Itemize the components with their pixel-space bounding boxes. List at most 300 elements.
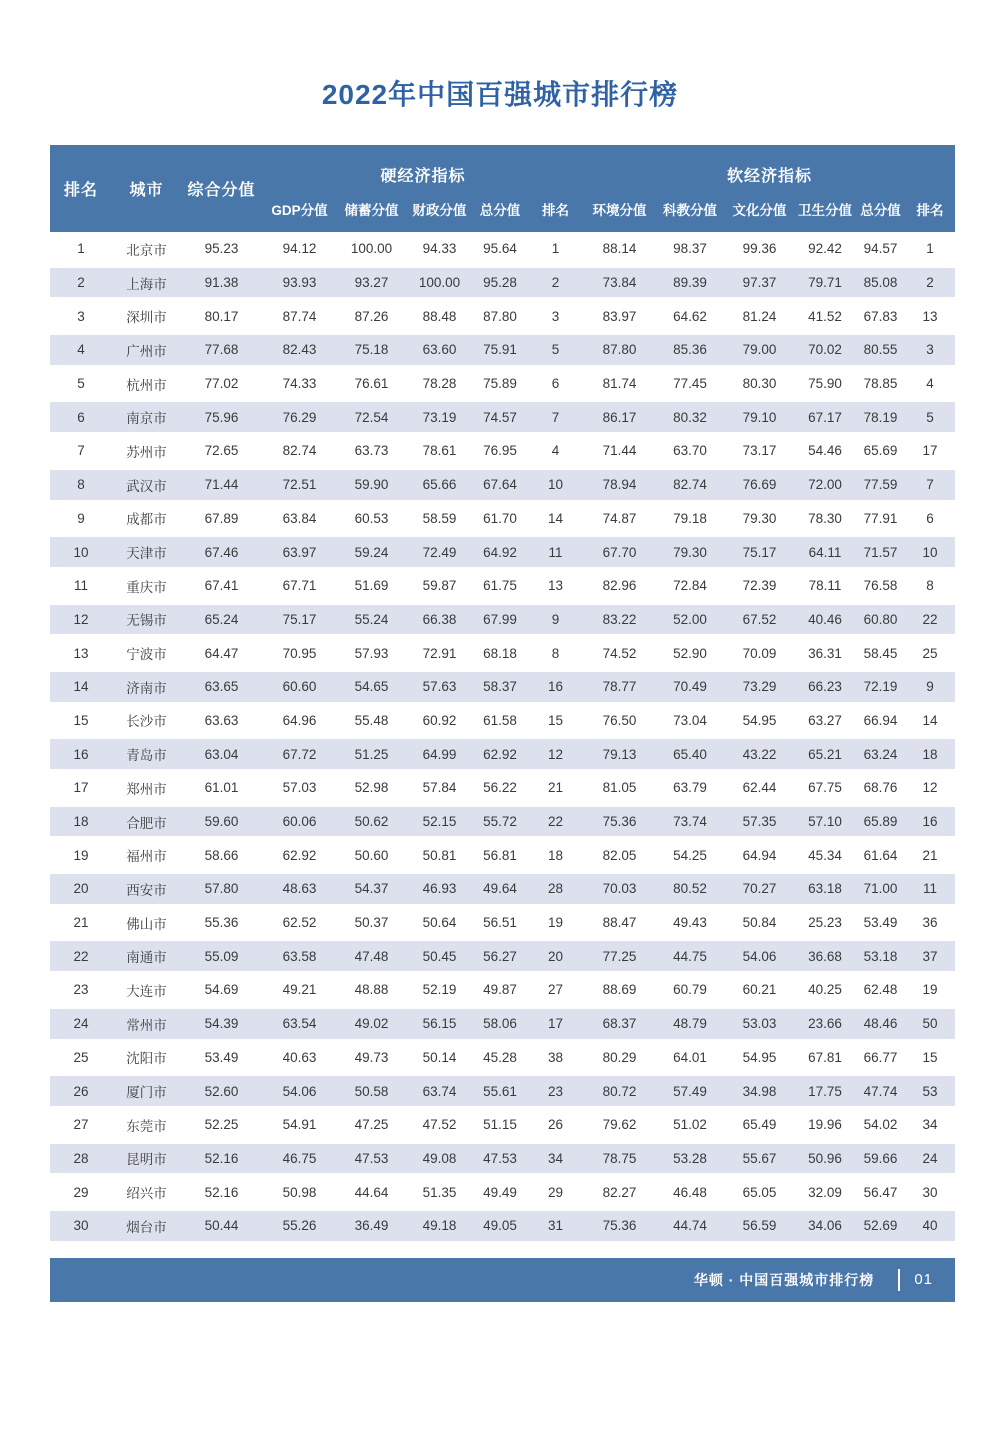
cell-city: 福州市: [112, 838, 181, 872]
cell-hard-total: 45.28: [473, 1041, 527, 1075]
cell-sci-edu-score: 82.74: [655, 468, 725, 502]
cell-hard-rank: 26: [527, 1108, 584, 1142]
cell-fiscal-score: 51.35: [406, 1175, 473, 1209]
cell-env-score: 80.72: [584, 1074, 655, 1108]
cell-hard-total: 49.05: [473, 1209, 527, 1243]
cell-culture-score: 80.30: [725, 367, 794, 401]
cell-gdp-score: 40.63: [262, 1041, 337, 1075]
cell-hard-total: 55.72: [473, 805, 527, 839]
cell-health-score: 32.09: [794, 1175, 856, 1209]
table-row: [50, 805, 955, 839]
table-row: [50, 502, 955, 536]
cell-sci-edu-score: 60.79: [655, 973, 725, 1007]
cell-health-score: 40.46: [794, 603, 856, 637]
cell-culture-score: 73.29: [725, 670, 794, 704]
cell-soft-rank: 24: [905, 1142, 955, 1176]
cell-savings-score: 50.37: [337, 906, 406, 940]
cell-culture-score: 72.39: [725, 569, 794, 603]
col-header-soft-total: 总分值: [856, 189, 905, 232]
cell-composite: 53.49: [181, 1041, 262, 1075]
cell-fiscal-score: 94.33: [406, 232, 473, 266]
cell-fiscal-score: 50.45: [406, 939, 473, 973]
cell-soft-total: 71.00: [856, 872, 905, 906]
cell-hard-rank: 19: [527, 906, 584, 940]
cell-sci-edu-score: 57.49: [655, 1074, 725, 1108]
cell-fiscal-score: 63.60: [406, 333, 473, 367]
cell-savings-score: 59.24: [337, 535, 406, 569]
cell-composite: 52.60: [181, 1074, 262, 1108]
cell-env-score: 79.13: [584, 737, 655, 771]
cell-fiscal-score: 52.15: [406, 805, 473, 839]
cell-hard-rank: 6: [527, 367, 584, 401]
cell-soft-total: 65.69: [856, 434, 905, 468]
table-row: [50, 1007, 955, 1041]
cell-city: 西安市: [112, 872, 181, 906]
cell-soft-rank: 13: [905, 299, 955, 333]
cell-rank: 3: [50, 299, 112, 333]
cell-hard-total: 58.06: [473, 1007, 527, 1041]
cell-culture-score: 81.24: [725, 299, 794, 333]
cell-sci-edu-score: 44.74: [655, 1209, 725, 1243]
cell-soft-rank: 30: [905, 1175, 955, 1209]
cell-fiscal-score: 78.28: [406, 367, 473, 401]
cell-rank: 26: [50, 1074, 112, 1108]
cell-city: 大连市: [112, 973, 181, 1007]
footer-page-number: 01: [914, 1271, 933, 1289]
cell-savings-score: 50.60: [337, 838, 406, 872]
cell-hard-rank: 5: [527, 333, 584, 367]
footer-brand: 华顿 · 中国百强城市排行榜: [693, 1271, 875, 1288]
cell-health-score: 19.96: [794, 1108, 856, 1142]
table-row: [50, 973, 955, 1007]
cell-sci-edu-score: 89.39: [655, 266, 725, 300]
cell-savings-score: 52.98: [337, 771, 406, 805]
cell-culture-score: 99.36: [725, 232, 794, 266]
cell-gdp-score: 60.60: [262, 670, 337, 704]
cell-hard-rank: 29: [527, 1175, 584, 1209]
cell-fiscal-score: 88.48: [406, 299, 473, 333]
group-header-hard-economy: 硬经济指标: [262, 145, 584, 189]
cell-savings-score: 51.25: [337, 737, 406, 771]
cell-gdp-score: 48.63: [262, 872, 337, 906]
table-row: [50, 232, 955, 266]
cell-env-score: 75.36: [584, 1209, 655, 1243]
cell-health-score: 78.11: [794, 569, 856, 603]
cell-city: 东莞市: [112, 1108, 181, 1142]
cell-health-score: 40.25: [794, 973, 856, 1007]
cell-env-score: 77.25: [584, 939, 655, 973]
cell-health-score: 66.23: [794, 670, 856, 704]
cell-fiscal-score: 72.91: [406, 636, 473, 670]
cell-composite: 67.46: [181, 535, 262, 569]
cell-sci-edu-score: 73.74: [655, 805, 725, 839]
cell-rank: 20: [50, 872, 112, 906]
cell-sci-edu-score: 77.45: [655, 367, 725, 401]
cell-health-score: 23.66: [794, 1007, 856, 1041]
cell-composite: 64.47: [181, 636, 262, 670]
cell-health-score: 65.21: [794, 737, 856, 771]
cell-hard-total: 56.22: [473, 771, 527, 805]
cell-hard-rank: 38: [527, 1041, 584, 1075]
table-row: [50, 569, 955, 603]
table-row: [50, 1175, 955, 1209]
cell-gdp-score: 54.06: [262, 1074, 337, 1108]
cell-soft-rank: 9: [905, 670, 955, 704]
cell-composite: 61.01: [181, 771, 262, 805]
cell-composite: 77.02: [181, 367, 262, 401]
table-row: [50, 1108, 955, 1142]
cell-savings-score: 54.37: [337, 872, 406, 906]
cell-city: 济南市: [112, 670, 181, 704]
cell-fiscal-score: 63.74: [406, 1074, 473, 1108]
cell-health-score: 75.90: [794, 367, 856, 401]
cell-gdp-score: 57.03: [262, 771, 337, 805]
cell-culture-score: 79.30: [725, 502, 794, 536]
cell-city: 武汉市: [112, 468, 181, 502]
cell-soft-rank: 18: [905, 737, 955, 771]
cell-composite: 65.24: [181, 603, 262, 637]
cell-rank: 28: [50, 1142, 112, 1176]
cell-soft-rank: 12: [905, 771, 955, 805]
cell-health-score: 72.00: [794, 468, 856, 502]
cell-hard-total: 87.80: [473, 299, 527, 333]
cell-health-score: 64.11: [794, 535, 856, 569]
cell-rank: 13: [50, 636, 112, 670]
cell-rank: 2: [50, 266, 112, 300]
cell-health-score: 17.75: [794, 1074, 856, 1108]
cell-city: 北京市: [112, 232, 181, 266]
cell-hard-rank: 34: [527, 1142, 584, 1176]
cell-fiscal-score: 52.19: [406, 973, 473, 1007]
cell-savings-score: 51.69: [337, 569, 406, 603]
cell-city: 苏州市: [112, 434, 181, 468]
page-title: 2022年中国百强城市排行榜: [321, 79, 679, 110]
cell-culture-score: 65.49: [725, 1108, 794, 1142]
cell-soft-total: 62.48: [856, 973, 905, 1007]
cell-city: 烟台市: [112, 1209, 181, 1243]
cell-gdp-score: 50.98: [262, 1175, 337, 1209]
col-header-health-score: 卫生分值: [794, 189, 856, 232]
cell-city: 天津市: [112, 535, 181, 569]
cell-rank: 18: [50, 805, 112, 839]
cell-composite: 52.16: [181, 1175, 262, 1209]
cell-sci-edu-score: 44.75: [655, 939, 725, 973]
cell-env-score: 82.27: [584, 1175, 655, 1209]
cell-rank: 23: [50, 973, 112, 1007]
cell-city: 杭州市: [112, 367, 181, 401]
cell-hard-rank: 31: [527, 1209, 584, 1243]
cell-city: 南通市: [112, 939, 181, 973]
cell-env-score: 73.84: [584, 266, 655, 300]
cell-composite: 72.65: [181, 434, 262, 468]
table-row: [50, 838, 955, 872]
cell-culture-score: 76.69: [725, 468, 794, 502]
cell-culture-score: 70.27: [725, 872, 794, 906]
cell-rank: 16: [50, 737, 112, 771]
group-header-soft-economy: 软经济指标: [584, 145, 955, 189]
cell-env-score: 86.17: [584, 400, 655, 434]
cell-city: 沈阳市: [112, 1041, 181, 1075]
cell-rank: 14: [50, 670, 112, 704]
cell-composite: 50.44: [181, 1209, 262, 1243]
table-row: [50, 434, 955, 468]
table-row: [50, 1074, 955, 1108]
cell-health-score: 36.31: [794, 636, 856, 670]
cell-sci-edu-score: 63.70: [655, 434, 725, 468]
cell-fiscal-score: 49.08: [406, 1142, 473, 1176]
cell-soft-total: 53.18: [856, 939, 905, 973]
cell-hard-total: 61.58: [473, 704, 527, 738]
cell-gdp-score: 94.12: [262, 232, 337, 266]
cell-soft-total: 77.59: [856, 468, 905, 502]
cell-hard-total: 56.27: [473, 939, 527, 973]
cell-soft-total: 72.19: [856, 670, 905, 704]
cell-savings-score: 36.49: [337, 1209, 406, 1243]
cell-soft-rank: 37: [905, 939, 955, 973]
table-row: [50, 636, 955, 670]
cell-hard-rank: 1: [527, 232, 584, 266]
cell-soft-rank: 7: [905, 468, 955, 502]
cell-sci-edu-score: 72.84: [655, 569, 725, 603]
cell-sci-edu-score: 48.79: [655, 1007, 725, 1041]
cell-sci-edu-score: 80.32: [655, 400, 725, 434]
cell-env-score: 78.75: [584, 1142, 655, 1176]
col-header-gdp-score: GDP分值: [262, 189, 337, 232]
cell-culture-score: 34.98: [725, 1074, 794, 1108]
cell-rank: 12: [50, 603, 112, 637]
cell-hard-rank: 20: [527, 939, 584, 973]
cell-city: 重庆市: [112, 569, 181, 603]
cell-savings-score: 55.24: [337, 603, 406, 637]
cell-env-score: 79.62: [584, 1108, 655, 1142]
cell-savings-score: 50.62: [337, 805, 406, 839]
cell-health-score: 57.10: [794, 805, 856, 839]
cell-soft-total: 78.19: [856, 400, 905, 434]
table-body: [50, 232, 955, 1243]
cell-gdp-score: 72.51: [262, 468, 337, 502]
cell-soft-rank: 14: [905, 704, 955, 738]
cell-composite: 57.80: [181, 872, 262, 906]
cell-fiscal-score: 78.61: [406, 434, 473, 468]
cell-env-score: 70.03: [584, 872, 655, 906]
cell-city: 成都市: [112, 502, 181, 536]
cell-rank: 30: [50, 1209, 112, 1243]
cell-savings-score: 60.53: [337, 502, 406, 536]
cell-sci-edu-score: 51.02: [655, 1108, 725, 1142]
cell-sci-edu-score: 64.01: [655, 1041, 725, 1075]
cell-env-score: 82.96: [584, 569, 655, 603]
cell-soft-total: 67.83: [856, 299, 905, 333]
cell-soft-total: 52.69: [856, 1209, 905, 1243]
cell-hard-total: 51.15: [473, 1108, 527, 1142]
cell-fiscal-score: 58.59: [406, 502, 473, 536]
table-row: [50, 266, 955, 300]
cell-composite: 54.39: [181, 1007, 262, 1041]
cell-rank: 27: [50, 1108, 112, 1142]
cell-soft-rank: 16: [905, 805, 955, 839]
cell-fiscal-score: 47.52: [406, 1108, 473, 1142]
cell-composite: 80.17: [181, 299, 262, 333]
cell-env-score: 78.77: [584, 670, 655, 704]
cell-culture-score: 54.06: [725, 939, 794, 973]
cell-rank: 15: [50, 704, 112, 738]
cell-hard-rank: 3: [527, 299, 584, 333]
cell-soft-total: 53.49: [856, 906, 905, 940]
cell-env-score: 81.05: [584, 771, 655, 805]
cell-env-score: 74.87: [584, 502, 655, 536]
cell-city: 南京市: [112, 400, 181, 434]
col-header-soft-rank: 排名: [905, 189, 955, 232]
col-header-city: 城市: [112, 145, 181, 232]
footer-divider: [898, 1269, 900, 1291]
cell-sci-edu-score: 54.25: [655, 838, 725, 872]
cell-hard-total: 75.91: [473, 333, 527, 367]
table-row: [50, 771, 955, 805]
cell-env-score: 71.44: [584, 434, 655, 468]
cell-gdp-score: 67.71: [262, 569, 337, 603]
col-header-savings-score: 储蓄分值: [337, 189, 406, 232]
cell-fiscal-score: 46.93: [406, 872, 473, 906]
cell-sci-edu-score: 49.43: [655, 906, 725, 940]
cell-culture-score: 65.05: [725, 1175, 794, 1209]
cell-soft-rank: 25: [905, 636, 955, 670]
cell-hard-rank: 23: [527, 1074, 584, 1108]
cell-fiscal-score: 65.66: [406, 468, 473, 502]
cell-composite: 58.66: [181, 838, 262, 872]
cell-hard-total: 76.95: [473, 434, 527, 468]
cell-savings-score: 100.00: [337, 232, 406, 266]
cell-hard-total: 95.28: [473, 266, 527, 300]
cell-culture-score: 67.52: [725, 603, 794, 637]
cell-fiscal-score: 66.38: [406, 603, 473, 637]
cell-culture-score: 55.67: [725, 1142, 794, 1176]
cell-city: 厦门市: [112, 1074, 181, 1108]
cell-city: 深圳市: [112, 299, 181, 333]
cell-sci-edu-score: 85.36: [655, 333, 725, 367]
cell-gdp-score: 75.17: [262, 603, 337, 637]
table-row: [50, 704, 955, 738]
cell-env-score: 78.94: [584, 468, 655, 502]
cell-city: 宁波市: [112, 636, 181, 670]
cell-rank: 17: [50, 771, 112, 805]
col-header-rank: 排名: [50, 145, 112, 232]
cell-sci-edu-score: 46.48: [655, 1175, 725, 1209]
cell-hard-total: 58.37: [473, 670, 527, 704]
cell-hard-rank: 16: [527, 670, 584, 704]
cell-health-score: 63.18: [794, 872, 856, 906]
cell-hard-rank: 14: [527, 502, 584, 536]
cell-savings-score: 55.48: [337, 704, 406, 738]
cell-hard-rank: 15: [527, 704, 584, 738]
cell-composite: 55.36: [181, 906, 262, 940]
cell-health-score: 78.30: [794, 502, 856, 536]
cell-sci-edu-score: 64.62: [655, 299, 725, 333]
cell-soft-total: 56.47: [856, 1175, 905, 1209]
cell-gdp-score: 63.97: [262, 535, 337, 569]
cell-soft-total: 61.64: [856, 838, 905, 872]
cell-fiscal-score: 57.84: [406, 771, 473, 805]
cell-soft-rank: 50: [905, 1007, 955, 1041]
cell-hard-total: 61.70: [473, 502, 527, 536]
cell-gdp-score: 87.74: [262, 299, 337, 333]
cell-gdp-score: 93.93: [262, 266, 337, 300]
cell-gdp-score: 64.96: [262, 704, 337, 738]
col-header-hard-rank: 排名: [527, 189, 584, 232]
cell-env-score: 82.05: [584, 838, 655, 872]
cell-gdp-score: 82.43: [262, 333, 337, 367]
cell-env-score: 68.37: [584, 1007, 655, 1041]
cell-soft-rank: 6: [905, 502, 955, 536]
cell-savings-score: 93.27: [337, 266, 406, 300]
cell-sci-edu-score: 65.40: [655, 737, 725, 771]
cell-culture-score: 79.00: [725, 333, 794, 367]
cell-hard-rank: 2: [527, 266, 584, 300]
cell-hard-total: 47.53: [473, 1142, 527, 1176]
cell-rank: 4: [50, 333, 112, 367]
header-group-row: [50, 145, 955, 189]
col-header-composite: 综合分值: [181, 145, 262, 232]
cell-hard-total: 49.64: [473, 872, 527, 906]
cell-soft-total: 65.89: [856, 805, 905, 839]
cell-rank: 25: [50, 1041, 112, 1075]
cell-health-score: 50.96: [794, 1142, 856, 1176]
cell-env-score: 80.29: [584, 1041, 655, 1075]
ranking-table-container: [50, 145, 955, 1243]
cell-soft-total: 66.77: [856, 1041, 905, 1075]
cell-hard-rank: 22: [527, 805, 584, 839]
cell-fiscal-score: 59.87: [406, 569, 473, 603]
cell-soft-rank: 22: [905, 603, 955, 637]
cell-hard-total: 75.89: [473, 367, 527, 401]
cell-composite: 95.23: [181, 232, 262, 266]
cell-fiscal-score: 50.14: [406, 1041, 473, 1075]
cell-savings-score: 87.26: [337, 299, 406, 333]
cell-city: 广州市: [112, 333, 181, 367]
cell-rank: 1: [50, 232, 112, 266]
cell-savings-score: 59.90: [337, 468, 406, 502]
cell-rank: 11: [50, 569, 112, 603]
cell-city: 绍兴市: [112, 1175, 181, 1209]
cell-soft-total: 68.76: [856, 771, 905, 805]
cell-savings-score: 44.64: [337, 1175, 406, 1209]
cell-env-score: 67.70: [584, 535, 655, 569]
cell-rank: 21: [50, 906, 112, 940]
table-row: [50, 737, 955, 771]
cell-composite: 52.16: [181, 1142, 262, 1176]
table-row: [50, 468, 955, 502]
col-header-hard-total: 总分值: [473, 189, 527, 232]
cell-culture-score: 75.17: [725, 535, 794, 569]
cell-rank: 10: [50, 535, 112, 569]
cell-composite: 77.68: [181, 333, 262, 367]
cell-culture-score: 57.35: [725, 805, 794, 839]
cell-fiscal-score: 50.81: [406, 838, 473, 872]
cell-soft-rank: 40: [905, 1209, 955, 1243]
cell-gdp-score: 70.95: [262, 636, 337, 670]
cell-city: 无锡市: [112, 603, 181, 637]
cell-culture-score: 62.44: [725, 771, 794, 805]
cell-hard-total: 61.75: [473, 569, 527, 603]
cell-city: 合肥市: [112, 805, 181, 839]
cell-savings-score: 47.48: [337, 939, 406, 973]
table-row: [50, 670, 955, 704]
report-page: [0, 75, 1000, 1432]
table-row: [50, 906, 955, 940]
cell-rank: 5: [50, 367, 112, 401]
cell-composite: 54.69: [181, 973, 262, 1007]
cell-gdp-score: 46.75: [262, 1142, 337, 1176]
cell-soft-total: 78.85: [856, 367, 905, 401]
